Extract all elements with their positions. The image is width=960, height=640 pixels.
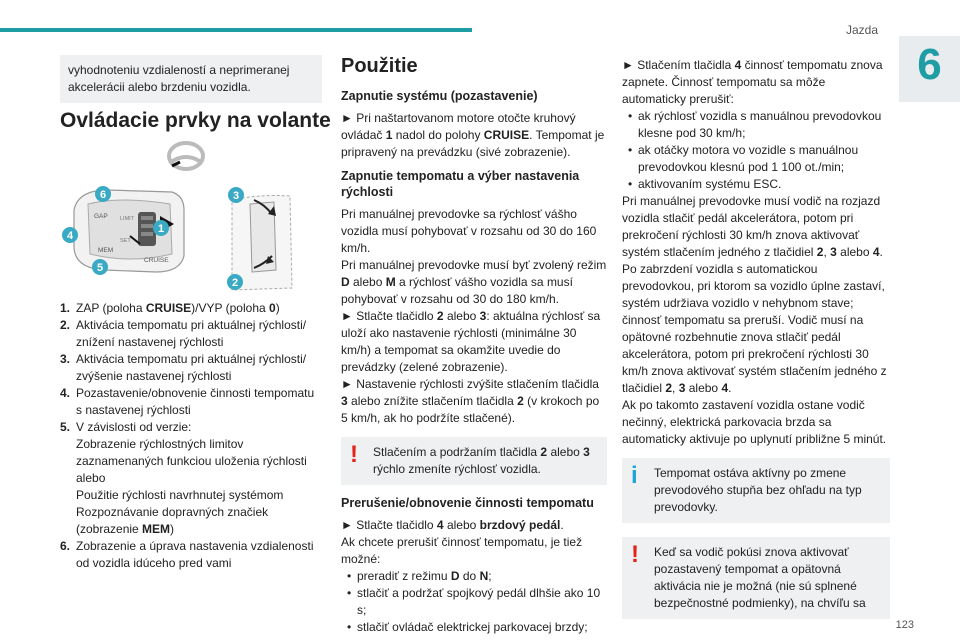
- callout-1-label: 1: [157, 223, 165, 235]
- subheading-enable: Zapnutie systému (pozastavenie): [341, 89, 538, 103]
- warning-box: ! Keď sa vodič pokúsi znova aktivovať pozastavený tempomat a opätovná aktivácia nie je možná (nie sú splnené bezpečnostné podmienky), na chvíľu sa: [622, 537, 890, 619]
- paragraph: ► Stlačením tlačidla 4 činnosť tempomatu znova zapnete. Činnosť tempomatu sa môže automaticky prerušiť:: [622, 58, 883, 106]
- list-item: • stlačiť a podržať spojkový pedál dlhšie ako 10 s;: [347, 586, 601, 617]
- warning-box: ! Stlačením a podržaním tlačidla 2 alebo 3 rýchlo zmeníte rýchlosť vozidla.: [341, 437, 607, 485]
- paragraph: ► Pri naštartovanom motore otočte kruhový ovládač 1 nadol do polohy CRUISE. Tempomat je pripravený na prevádzku (sivé zobrazenie).: [341, 111, 605, 159]
- intro-note-text: vyhodnoteniu vzdialeností a neprimeranej akcelerácii alebo brzdeniu vozidla.: [68, 63, 290, 94]
- set-label: SET: [120, 238, 131, 244]
- list-item: • preradiť z režimu D do N;: [347, 569, 492, 583]
- callout-6-label: 6: [99, 189, 107, 201]
- warning-icon: !: [631, 541, 639, 568]
- subheading-speed: Zapnutie tempomatu a výber nastavenia rýchlosti: [341, 169, 580, 199]
- section-title: Jazda: [845, 23, 878, 37]
- gap-label: GAP: [94, 213, 108, 220]
- list-item: • ak rýchlosť vozidla s manuálnou prevodovkou klesne pod 30 km/h;: [628, 109, 882, 140]
- list-item: 4. Pozastavenie/obnovenie činnosti tempomatu s nastavenej rýchlosti: [60, 386, 315, 417]
- paragraph: ► Stlačte tlačidlo 4 alebo brzdový pedál.: [341, 518, 564, 532]
- list-item: 1. ZAP (poloha CRUISE)/VYP (poloha 0): [60, 301, 280, 315]
- mem-label: MEM: [98, 247, 114, 254]
- page-number: 123: [895, 619, 914, 631]
- list-item: 3. Aktivácia tempomatu pri aktuálnej rýchlosti/ zvýšenie nastavenej rýchlosti: [60, 352, 307, 383]
- callout-5-label: 5: [96, 262, 104, 274]
- list-item: 5. V závislosti od verzie: Zobrazenie rýchlostných limitov zaznamenaných funkciou uloženia rýchlosti alebo Použitie rýchlosti navrhnutej systémom Rozpoznávanie dopravných značiek (zobrazenie MEM): [60, 420, 307, 536]
- info-icon: i: [631, 462, 638, 489]
- steering-wheel-icon: [169, 143, 203, 169]
- legend-list: [60, 300, 322, 572]
- paragraph: Ak chcete prerušiť činnosť tempomatu, je tiež možné:: [341, 535, 583, 566]
- paragraph: Po zabrzdení vozidla s automatickou prevodovkou, pri ktorom sa vozidlo úplne zastaví, systém udržiava vozidlo v nehybnom stave; činnosť tempomatu sa preruší. Vodič musí na opätovné rozbehnutie znova stlačiť pedál akcelerátora, potom pri prekročení rýchlosti 30 km/h znova aktivovať systém stlačením jedného z tlačidiel 2, 3 alebo 4.: [622, 262, 887, 395]
- callout-3-label: 3: [232, 190, 240, 202]
- list-item: 6. Zobrazenie a úprava nastavenia vzdialenosti od vozidla idúceho pred vami: [60, 539, 314, 570]
- paragraph: ► Nastavenie rýchlosti zvýšite stlačením tlačidla 3 alebo znížite stlačením tlačidla 2 (v krokoch po 5 km/h, ak ho podržíte stlačené).: [341, 377, 600, 425]
- warning-icon: !: [350, 441, 358, 468]
- list-item: • ak otáčky motora vo vozidle s manuálnou prevodovkou klesnú pod 1 100 ot./min;: [628, 143, 859, 174]
- list-item: • stlačiť ovládač elektrickej parkovacej brzdy;: [347, 620, 588, 634]
- list-item: • aktivovaním systému ESC.: [628, 177, 782, 191]
- steering-wheel-buttons-icon: [232, 196, 292, 291]
- steering-controls-illustration: [60, 138, 322, 298]
- chapter-tab: [899, 36, 960, 102]
- header-accent-bar: [0, 28, 472, 32]
- paragraph: Pri manuálnej prevodovke musí byť zvolený režim D alebo M a rýchlosť vášho vozidla sa musí pohybovať v rozsahu od 30 do 180 km/h.: [341, 258, 607, 306]
- intro-note: [60, 55, 322, 103]
- cruise-label: CRUISE: [144, 257, 169, 264]
- info-box: i Tempomat ostáva aktívny po zmene prevodového stupňa bez ohľadu na typ prevodovky.: [622, 458, 890, 523]
- callout-2-label: 2: [231, 277, 239, 289]
- list-item: 2. Aktivácia tempomatu pri aktuálnej rýchlosti/ znížení nastavenej rýchlosti: [60, 318, 307, 349]
- limit-label: LIMIT: [120, 216, 135, 222]
- callout-4-label: 4: [66, 230, 74, 242]
- subheading-pause: Prerušenie/obnovenie činnosti tempomatu: [341, 496, 594, 510]
- paragraph: Ak po takomto zastavení vozidla ostane vodič nečinný, elektrická parkovacia brzda sa automaticky aktivuje po uplynutí približne 5 minút.: [622, 398, 887, 446]
- chapter-number: 6: [917, 40, 942, 89]
- paragraph: Pri manuálnej prevodovke musí vodič na rozjazd vozidla stlačiť pedál akcelerátora, potom pri prekročení rýchlosti 30 km/h znova aktivovať systém stlačením jedného z tlačidiel 2, 3 alebo 4.: [622, 194, 883, 259]
- paragraph: ► Stlačte tlačidlo 2 alebo 3: aktuálna rýchlosť sa uloží ako nastavenie rýchlosti (minimálne 30 km/h) a tempomat sa okamžite uvedie do prevádzky (zelené zobrazenie).: [341, 309, 601, 374]
- usage-heading: Použitie: [341, 55, 418, 77]
- paragraph: Pri manuálnej prevodovke sa rýchlosť vášho vozidla musí pohybovať v rozsahu od 30 do 160 km/h.: [341, 207, 597, 255]
- section-heading: Ovládacie prvky na volante: [60, 109, 331, 132]
